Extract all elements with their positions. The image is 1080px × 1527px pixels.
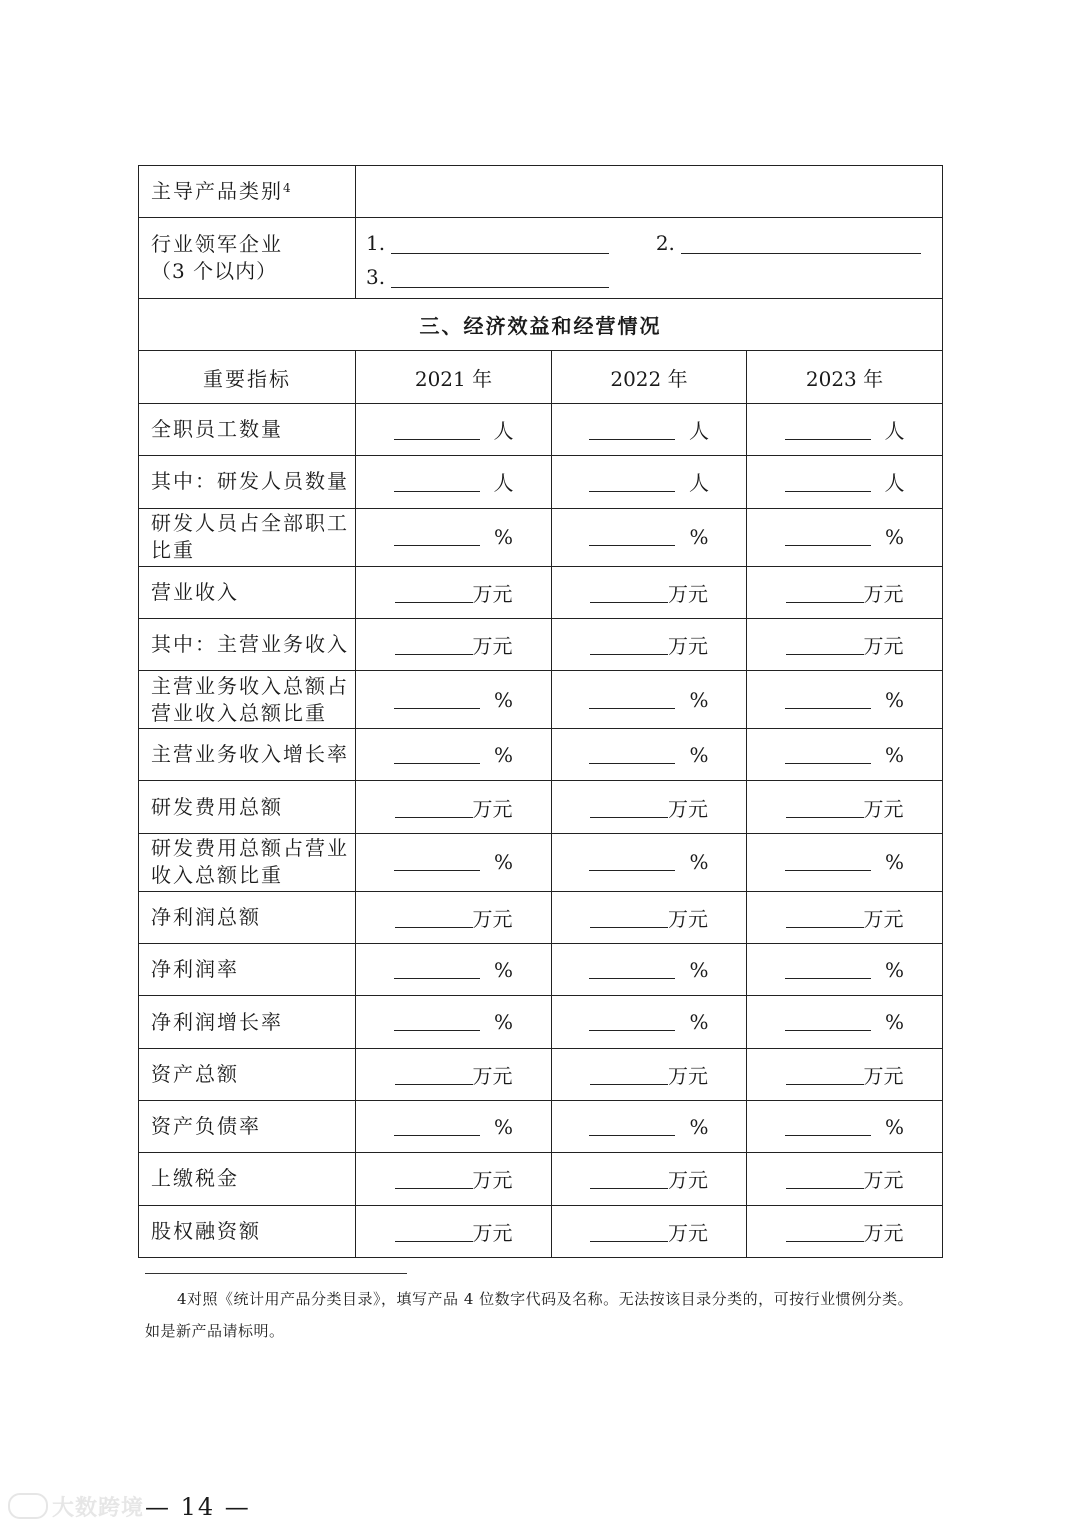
value-cell-2022 [552, 404, 747, 456]
indicator-row [139, 944, 943, 996]
unit-label: % [885, 525, 905, 550]
unit-label: % [493, 1114, 513, 1139]
value-blank-input[interactable] [394, 690, 480, 709]
value-cell-2023 [747, 456, 943, 508]
indicator-label: 主营业务收入总额占 营业收入总额比重 [139, 671, 356, 729]
value-cell-2022 [552, 729, 747, 781]
indicator-label: 上缴税金 [139, 1153, 356, 1205]
value-blank-input[interactable] [589, 421, 675, 440]
value-blank-input[interactable] [394, 1012, 480, 1031]
footnote-line-1: 4对照《统计用产品分类目录》，填写产品 4 位数字代码及名称。无法按该目录分类的，可按行业惯例分类。 [177, 1290, 914, 1308]
value-cell-2022 [552, 566, 747, 618]
value-cell-2022 [552, 944, 747, 996]
value-cell-2023 [747, 944, 943, 996]
value-blank-input[interactable] [785, 421, 871, 440]
indicator-row [139, 671, 943, 729]
unit-label: % [493, 957, 513, 982]
value-blank-input[interactable] [589, 960, 675, 979]
unit-label: % [885, 850, 905, 875]
value-cell-2021 [356, 781, 552, 833]
product-category-field[interactable] [356, 166, 943, 218]
value-blank-input[interactable] [786, 799, 864, 818]
value-cell-2023 [747, 671, 943, 729]
value-cell-2022 [552, 1153, 747, 1205]
unit-label: % [689, 1114, 709, 1139]
industry-leaders-label: 行业领军企业 （3 个以内） [139, 218, 356, 299]
unit-label: % [689, 1010, 709, 1035]
value-cell-2023 [747, 833, 943, 891]
unit-label: % [493, 525, 513, 550]
indicator-row [139, 508, 943, 566]
unit-label: 万元 [472, 1220, 513, 1245]
indicator-row [139, 781, 943, 833]
value-cell-2021 [356, 1205, 552, 1257]
value-blank-input[interactable] [589, 745, 675, 764]
product-category-row [139, 166, 943, 218]
indicator-label: 股权融资额 [139, 1205, 356, 1257]
unit-label: 万元 [472, 796, 513, 821]
indicator-row [139, 996, 943, 1048]
value-blank-input[interactable] [395, 909, 473, 928]
watermark-logo-icon [8, 1493, 48, 1519]
indicator-label: 主营业务收入增长率 [139, 729, 356, 781]
unit-label: 人 [884, 471, 905, 496]
unit-label: 万元 [863, 634, 904, 659]
value-cell-2021 [356, 618, 552, 670]
value-cell-2022 [552, 618, 747, 670]
unit-label: 万元 [863, 796, 904, 821]
watermark: 大数跨境 [8, 1491, 144, 1522]
value-cell-2021 [356, 456, 552, 508]
value-cell-2021 [356, 1100, 552, 1152]
value-cell-2021 [356, 996, 552, 1048]
unit-label: % [689, 525, 709, 550]
unit-label: 万元 [668, 1220, 708, 1245]
indicator-row [139, 1048, 943, 1100]
value-blank-input[interactable] [395, 1066, 473, 1085]
indicator-label: 净利润总额 [139, 891, 356, 943]
indicator-row [139, 833, 943, 891]
unit-label: 万元 [863, 581, 904, 606]
unit-label: 万元 [472, 581, 513, 606]
value-cell-2021 [356, 729, 552, 781]
value-blank-input[interactable] [590, 1170, 668, 1189]
value-cell-2023 [747, 891, 943, 943]
unit-label: % [689, 850, 709, 875]
unit-label: % [885, 687, 905, 712]
unit-label: 万元 [863, 1220, 904, 1245]
value-blank-input[interactable] [395, 1170, 473, 1189]
value-blank-input[interactable] [785, 690, 871, 709]
value-cell-2023 [747, 508, 943, 566]
unit-label: % [493, 742, 513, 767]
indicator-row [139, 456, 943, 508]
indicator-label: 研发费用总额 [139, 781, 356, 833]
value-cell-2022 [552, 456, 747, 508]
section-title-row [139, 299, 943, 351]
footnote-ref: 4 [283, 181, 293, 195]
unit-label: 人 [493, 471, 514, 496]
page-number: — 14 — [145, 1493, 251, 1521]
unit-label: % [493, 850, 513, 875]
leader-entry-1[interactable]: 1. [366, 226, 609, 260]
value-blank-input[interactable] [394, 473, 480, 492]
value-blank-input[interactable] [785, 852, 871, 871]
unit-label: % [493, 687, 513, 712]
industry-leaders-field [356, 218, 943, 299]
indicator-label: 全职员工数量 [139, 404, 356, 456]
leader-entry-2[interactable]: 2. [656, 226, 921, 260]
value-blank-input[interactable] [394, 852, 480, 871]
indicator-label: 其中：研发人员数量 [139, 456, 356, 508]
unit-label: 万元 [668, 1168, 708, 1193]
value-cell-2022 [552, 1048, 747, 1100]
value-cell-2023 [747, 996, 943, 1048]
value-blank-input[interactable] [394, 421, 480, 440]
value-cell-2022 [552, 508, 747, 566]
value-cell-2021 [356, 944, 552, 996]
value-blank-input[interactable] [395, 1223, 473, 1242]
indicator-row [139, 566, 943, 618]
unit-label: % [885, 957, 905, 982]
value-cell-2023 [747, 566, 943, 618]
value-cell-2022 [552, 891, 747, 943]
unit-label: % [885, 742, 905, 767]
unit-label: 万元 [668, 581, 708, 606]
value-blank-input[interactable] [785, 960, 871, 979]
year-header-2021: 2021 年 [356, 351, 552, 404]
value-blank-input[interactable] [590, 799, 668, 818]
value-cell-2023 [747, 1048, 943, 1100]
value-blank-input[interactable] [786, 636, 864, 655]
value-blank-input[interactable] [394, 1117, 480, 1136]
unit-label: 万元 [863, 906, 904, 931]
indicator-label: 净利润增长率 [139, 996, 356, 1048]
unit-label: 人 [689, 419, 709, 444]
indicator-label: 资产总额 [139, 1048, 356, 1100]
value-cell-2022 [552, 996, 747, 1048]
unit-label: 人 [493, 419, 514, 444]
year-header-2023: 2023 年 [747, 351, 943, 404]
value-blank-input[interactable] [395, 636, 473, 655]
unit-label: 人 [689, 471, 709, 496]
value-blank-input[interactable] [590, 584, 668, 603]
value-blank-input[interactable] [785, 1012, 871, 1031]
year-header-row [139, 351, 943, 404]
value-cell-2021 [356, 508, 552, 566]
indicator-row [139, 729, 943, 781]
value-blank-input[interactable] [786, 1066, 864, 1085]
application-form-table [138, 165, 943, 1258]
value-blank-input[interactable] [786, 1170, 864, 1189]
indicator-row [139, 404, 943, 456]
indicator-label: 其中：主营业务收入 [139, 618, 356, 670]
unit-label: 人 [884, 419, 905, 444]
value-cell-2022 [552, 781, 747, 833]
footnote [145, 1283, 945, 1347]
indicator-label: 研发人员占全部职工 比重 [139, 508, 356, 566]
indicator-row [139, 1100, 943, 1152]
value-cell-2022 [552, 1205, 747, 1257]
value-cell-2023 [747, 404, 943, 456]
unit-label: % [493, 1010, 513, 1035]
value-blank-input[interactable] [785, 745, 871, 764]
value-blank-input[interactable] [590, 1223, 668, 1242]
unit-label: % [689, 742, 709, 767]
value-blank-input[interactable] [589, 1012, 675, 1031]
value-cell-2021 [356, 1048, 552, 1100]
value-blank-input[interactable] [590, 636, 668, 655]
value-blank-input[interactable] [395, 799, 473, 818]
value-cell-2023 [747, 781, 943, 833]
industry-leaders-row [139, 218, 943, 299]
leader-entry-3[interactable]: 3. [366, 260, 609, 294]
value-cell-2021 [356, 404, 552, 456]
value-blank-input[interactable] [589, 852, 675, 871]
value-blank-input[interactable] [394, 745, 480, 764]
unit-label: 万元 [668, 796, 708, 821]
value-cell-2021 [356, 891, 552, 943]
indicator-label: 资产负债率 [139, 1100, 356, 1152]
unit-label: % [689, 957, 709, 982]
indicator-row [139, 1153, 943, 1205]
section-title: 三、经济效益和经营情况 [139, 299, 943, 351]
value-blank-input[interactable] [589, 527, 675, 546]
indicator-row [139, 891, 943, 943]
unit-label: 万元 [668, 906, 708, 931]
indicator-row [139, 618, 943, 670]
value-blank-input[interactable] [785, 527, 871, 546]
unit-label: % [885, 1010, 905, 1035]
value-cell-2023 [747, 1153, 943, 1205]
value-cell-2023 [747, 729, 943, 781]
value-blank-input[interactable] [590, 1066, 668, 1085]
value-cell-2021 [356, 566, 552, 618]
value-blank-input[interactable] [395, 584, 473, 603]
unit-label: 万元 [472, 906, 513, 931]
unit-label: 万元 [472, 1063, 513, 1088]
unit-label: 万元 [863, 1168, 904, 1193]
year-header-2022: 2022 年 [552, 351, 747, 404]
value-cell-2021 [356, 1153, 552, 1205]
value-blank-input[interactable] [785, 473, 871, 492]
value-blank-input[interactable] [786, 1223, 864, 1242]
unit-label: 万元 [668, 1063, 708, 1088]
value-blank-input[interactable] [590, 909, 668, 928]
unit-label: 万元 [472, 634, 513, 659]
value-cell-2021 [356, 671, 552, 729]
value-blank-input[interactable] [785, 1117, 871, 1136]
value-cell-2023 [747, 1100, 943, 1152]
indicator-row [139, 1205, 943, 1257]
footnote-divider [145, 1273, 407, 1274]
value-cell-2022 [552, 833, 747, 891]
footnote-line-2: 如是新产品请标明。 [145, 1322, 285, 1340]
value-cell-2023 [747, 618, 943, 670]
value-blank-input[interactable] [589, 690, 675, 709]
unit-label: 万元 [668, 634, 708, 659]
unit-label: % [689, 687, 709, 712]
value-blank-input[interactable] [589, 473, 675, 492]
value-blank-input[interactable] [786, 584, 864, 603]
value-blank-input[interactable] [589, 1117, 675, 1136]
indicator-header: 重要指标 [139, 351, 356, 404]
product-category-label: 主导产品类别$^4$ [139, 166, 356, 218]
unit-label: 万元 [472, 1168, 513, 1193]
indicator-label: 净利润率 [139, 944, 356, 996]
value-blank-input[interactable] [786, 909, 864, 928]
value-cell-2023 [747, 1205, 943, 1257]
unit-label: 万元 [863, 1063, 904, 1088]
value-cell-2021 [356, 833, 552, 891]
indicator-label: 营业收入 [139, 566, 356, 618]
value-cell-2022 [552, 671, 747, 729]
value-cell-2022 [552, 1100, 747, 1152]
unit-label: % [885, 1114, 905, 1139]
value-blank-input[interactable] [394, 527, 480, 546]
indicator-label: 研发费用总额占营业 收入总额比重 [139, 833, 356, 891]
value-blank-input[interactable] [394, 960, 480, 979]
